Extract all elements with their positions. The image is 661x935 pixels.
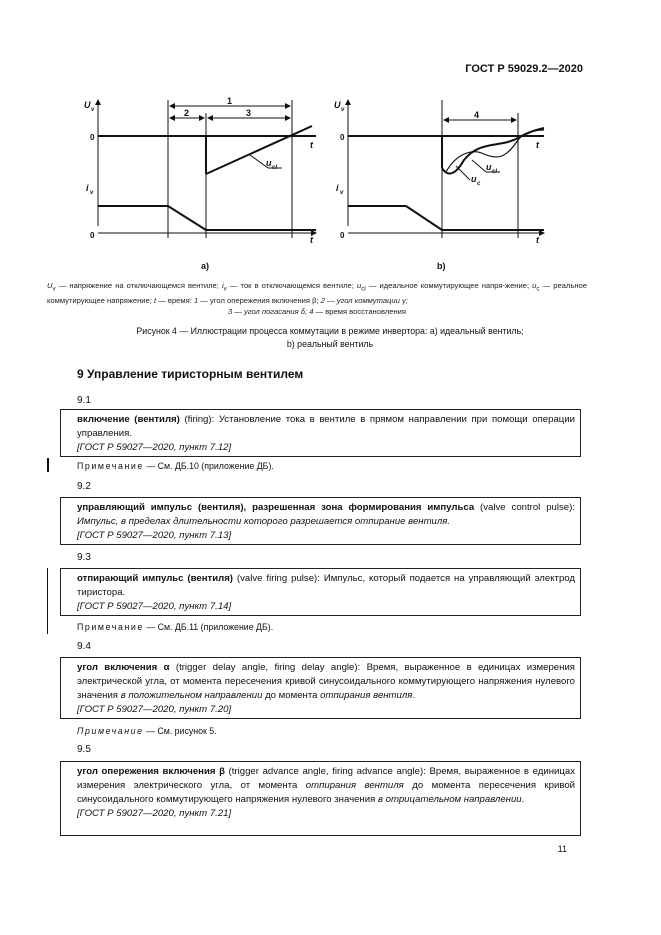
b-uv-axis-label: U bbox=[334, 100, 341, 110]
b-uc-sub: c bbox=[477, 181, 481, 187]
b-ucl-sub: cl bbox=[492, 169, 498, 175]
change-bar bbox=[47, 458, 49, 472]
page-number: 11 bbox=[557, 844, 567, 854]
term: угол включения α bbox=[77, 662, 170, 673]
label-a: a) bbox=[201, 261, 210, 271]
figure-legend: $U_v$ — напряжение на отключающемся вентиле; $i_v$ — ток в отключающемся вентиле; $u_{cl}$ — идеальное коммутирующее напря-жение; $u_c$ — реальное коммутирующее напряжение; t — время: 1 — угол опережения включения β; 2 — угол коммутации γ; 3 — угол погасания δ; 4 — время восстановления bbox=[47, 281, 587, 316]
b-zero-lower: 0 bbox=[340, 231, 345, 240]
a-mark-3: 3 bbox=[246, 108, 252, 118]
b-t-upper: t bbox=[536, 140, 539, 150]
a-iv-axis-sub: v bbox=[90, 190, 94, 196]
term-reference: [ГОСТ Р 59027—2020, пункт 7.12] bbox=[77, 442, 232, 453]
term: включение (вентиля) bbox=[77, 414, 180, 425]
b-iv-axis-label: i bbox=[336, 183, 339, 193]
b-uc-label: u bbox=[471, 174, 477, 184]
b-t-lower: t bbox=[536, 235, 539, 245]
a-iv-axis-label: i bbox=[86, 183, 89, 193]
term: управляющий импульс (вентиля), разрешенная зона формирования импульса bbox=[77, 502, 475, 513]
note: Примечание — См. рисунок 5. bbox=[77, 726, 217, 736]
term: угол опережения включения β bbox=[77, 766, 225, 777]
entry-number: 9.1 bbox=[77, 395, 91, 406]
entry-number: 9.2 bbox=[77, 481, 91, 492]
b-uv-axis-sub: v bbox=[341, 107, 345, 113]
a-ucl-sub: cl bbox=[272, 165, 278, 171]
section-heading: 9 Управление тиристорным вентилем bbox=[77, 367, 304, 381]
term-box: угол опережения включения β (trigger advance angle, firing advance angle): Время, выраженное в единицах измерения электрического угла, от момента отпирания вентиля до момента пересечения кривой синусоидального коммутирующего напряжения нулевого значения в отрицательном направлении. [ГОСТ Р 59027—2020, пункт 7.21] bbox=[60, 761, 581, 836]
term-reference: [ГОСТ Р 59027—2020, пункт 7.13] bbox=[77, 530, 232, 541]
a-zero-lower: 0 bbox=[90, 231, 95, 240]
term-box: отпирающий импульс (вентиля) (valve firing pulse): Импульс, который подается на управляющий электрод тиристора. [ГОСТ Р 59027—2020, пункт 7.14] bbox=[60, 568, 581, 616]
term-box: управляющий импульс (вентиля), разрешенная зона формирования импульса (valve control pulse): Импульс, в пределах длительности которого разрешается отпирание вентиля. [ГОСТ Р 59027—2020, пункт 7.13] bbox=[60, 497, 581, 545]
label-b: b) bbox=[437, 261, 446, 271]
a-t-lower: t bbox=[310, 235, 313, 245]
term: отпирающий импульс (вентиля) bbox=[77, 573, 234, 584]
entry-number: 9.5 bbox=[77, 744, 91, 755]
entry-number: 9.4 bbox=[77, 641, 91, 652]
a-t-upper: t bbox=[310, 140, 313, 150]
change-bar bbox=[47, 568, 48, 634]
b-iv-axis-sub: v bbox=[340, 190, 344, 196]
note: Примечание — См. ДБ.10 (приложение ДБ). bbox=[77, 461, 274, 471]
document-header: ГОСТ Р 59029.2—2020 bbox=[465, 63, 583, 75]
b-mark-4: 4 bbox=[474, 110, 480, 120]
a-ucl-label: u bbox=[266, 158, 272, 168]
b-zero-upper: 0 bbox=[340, 133, 345, 142]
term-box: включение (вентиля) (firing): Установление тока в вентиле в прямом направлении при помощи операции управления. [ГОСТ Р 59027—2020, пункт 7.12] bbox=[60, 409, 581, 457]
term-reference: [ГОСТ Р 59027—2020, пункт 7.21] bbox=[77, 808, 232, 819]
note: Примечание — См. ДБ.11 (приложение ДБ). bbox=[77, 622, 274, 632]
entry-number: 9.3 bbox=[77, 552, 91, 563]
term-box: угол включения α (trigger delay angle, firing delay angle): Время, выраженное в единицах измерения электрической угла, от момента пересечения кривой синусоидального коммутирующего напряжения нулевого значения в положительном направлении до момента отпирания вентиля. [ГОСТ Р 59027—2020, пункт 7.20] bbox=[60, 657, 581, 719]
b-ucl-label: u bbox=[486, 162, 492, 172]
a-zero-upper: 0 bbox=[90, 133, 95, 142]
term-reference: [ГОСТ Р 59027—2020, пункт 7.14] bbox=[77, 601, 232, 612]
commutation-figure bbox=[60, 88, 600, 278]
a-mark-2: 2 bbox=[184, 108, 190, 118]
a-uv-axis-label: U bbox=[84, 100, 91, 110]
a-mark-1: 1 bbox=[227, 96, 233, 106]
figure-caption: Рисунок 4 — Иллюстрации процесса коммутации в режиме инвертора: a) идеальный вентиль; b) реальный вентиль bbox=[136, 326, 524, 349]
a-uv-axis-sub: v bbox=[91, 107, 95, 113]
term-reference: [ГОСТ Р 59027—2020, пункт 7.20] bbox=[77, 704, 232, 715]
